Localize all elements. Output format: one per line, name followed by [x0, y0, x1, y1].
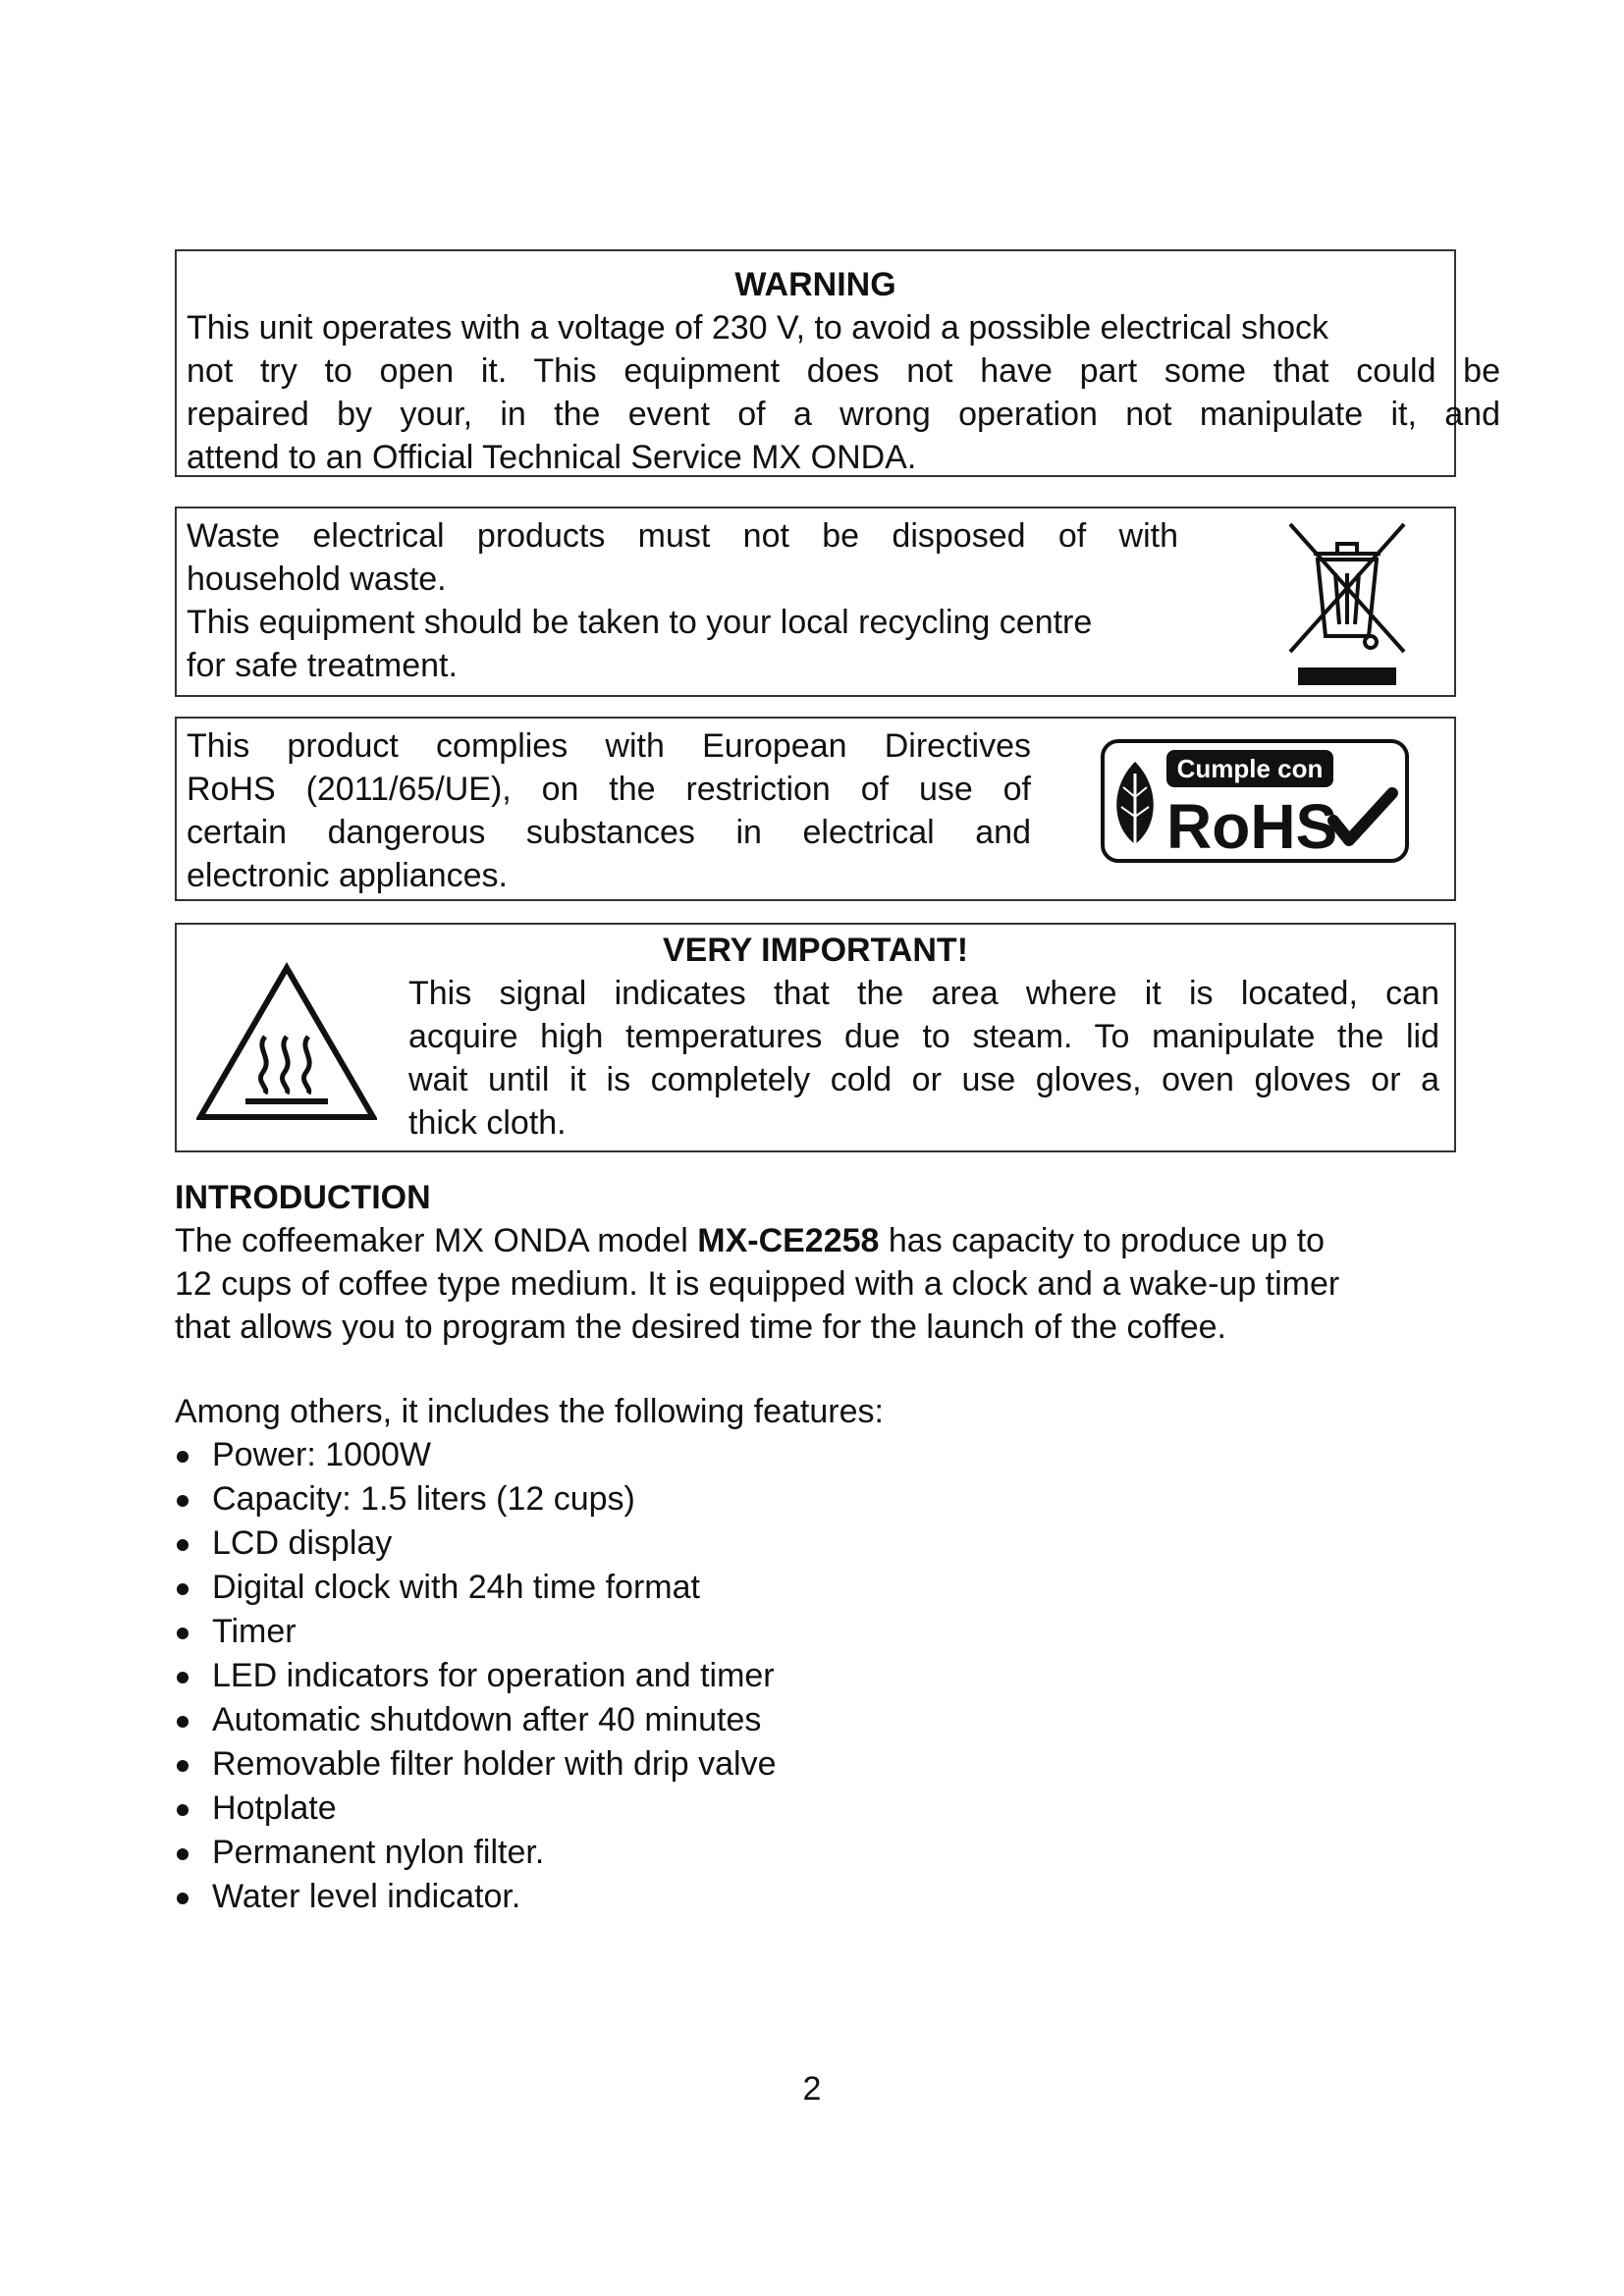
- introduction-tail: has capacity to produce up to: [879, 1222, 1326, 1259]
- rohs-line: This product complies with European Directives: [187, 727, 1031, 765]
- feature-text: Removable filter holder with drip valve: [212, 1745, 777, 1783]
- features-list: [175, 1433, 1471, 1919]
- waste-disposal-box: [175, 507, 1456, 697]
- feature-text: Permanent nylon filter.: [212, 1834, 545, 1871]
- introduction-heading: INTRODUCTION: [175, 1179, 431, 1216]
- introduction-line: 12 cups of coffee type medium. It is equipped with a clock and a wake-up timer: [175, 1265, 1340, 1303]
- crossed-out-wheelie-bin-icon: [1284, 520, 1410, 687]
- feature-text: Timer: [212, 1613, 297, 1650]
- important-line: This signal indicates that the area where it is located, can: [408, 975, 1439, 1012]
- feature-item: [175, 1787, 1471, 1831]
- feature-item: [175, 1831, 1471, 1875]
- waste-line: This equipment should be taken to your local recycling centre: [187, 604, 1093, 641]
- warning-line: This unit operates with a voltage of 230 V, to avoid a possible electrical shock: [187, 309, 1328, 347]
- warning-box: [175, 249, 1500, 477]
- bullet-icon: [177, 1804, 189, 1816]
- feature-text: Digital clock with 24h time format: [212, 1569, 700, 1606]
- bullet-icon: [177, 1451, 189, 1463]
- feature-text: Power: 1000W: [212, 1436, 431, 1473]
- warning-line: not try to open it. This equipment does not have part some that could be: [187, 352, 1500, 390]
- bullet-icon: [177, 1672, 189, 1683]
- feature-text: LED indicators for operation and timer: [212, 1657, 775, 1694]
- introduction-line: [175, 1219, 1456, 1262]
- important-line: thick cloth.: [408, 1104, 567, 1142]
- waste-line: Waste electrical products must not be disposed of with: [187, 517, 1178, 555]
- feature-item: [175, 1698, 1471, 1742]
- rohs-box: [175, 717, 1456, 901]
- important-line: wait until it is completely cold or use gloves, oven gloves or a: [408, 1061, 1439, 1098]
- important-text: [408, 972, 1439, 1145]
- feature-item: [175, 1654, 1471, 1698]
- warning-title: WARNING: [734, 266, 896, 303]
- feature-item: [175, 1566, 1471, 1610]
- rohs-compliance-logo: [1100, 738, 1410, 864]
- waste-text: [187, 514, 1178, 687]
- bullet-icon: [177, 1848, 189, 1860]
- waste-line: for safe treatment.: [187, 647, 458, 684]
- rohs-logo-caption: Cumple con: [1176, 754, 1324, 783]
- rohs-text: [187, 724, 1031, 897]
- feature-text: Automatic shutdown after 40 minutes: [212, 1701, 762, 1738]
- bullet-icon: [177, 1539, 189, 1551]
- feature-item: [175, 1433, 1471, 1477]
- feature-item: [175, 1522, 1471, 1566]
- feature-item: [175, 1610, 1471, 1654]
- important-box: [175, 923, 1456, 1152]
- model-number: MX-CE2258: [697, 1222, 880, 1259]
- introduction-lead: The coffeemaker MX ONDA model: [175, 1222, 698, 1259]
- bullet-icon: [177, 1760, 189, 1772]
- feature-text: Hotplate: [212, 1789, 337, 1827]
- bullet-icon: [177, 1893, 189, 1904]
- bullet-icon: [177, 1716, 189, 1728]
- important-title: VERY IMPORTANT!: [662, 932, 969, 969]
- warning-text: [187, 306, 1500, 479]
- rohs-line: certain dangerous substances in electrical and: [187, 814, 1031, 851]
- introduction-section: [175, 1176, 1471, 1919]
- feature-item: [175, 1477, 1471, 1522]
- introduction-paragraph: [175, 1219, 1456, 1349]
- rohs-logo-word: RoHS: [1166, 791, 1338, 862]
- bullet-icon: [177, 1495, 189, 1507]
- bullet-icon: [177, 1583, 189, 1595]
- bullet-icon: [177, 1628, 189, 1639]
- features-intro: Among others, it includes the following features:: [175, 1393, 884, 1430]
- warning-line: repaired by your, in the event of a wrong operation not manipulate it, and: [187, 396, 1500, 433]
- feature-item: [175, 1742, 1471, 1787]
- waste-line: household waste.: [187, 561, 447, 598]
- rohs-line: electronic appliances.: [187, 857, 508, 894]
- rohs-line: RoHS (2011/65/UE), on the restriction of use of: [187, 771, 1031, 808]
- feature-text: LCD display: [212, 1524, 393, 1562]
- warning-line: attend to an Official Technical Service MX ONDA.: [187, 439, 917, 476]
- feature-text: Water level indicator.: [212, 1878, 521, 1915]
- hot-surface-warning-icon: [196, 962, 377, 1123]
- page-number: 2: [802, 2070, 822, 2108]
- feature-text: Capacity: 1.5 liters (12 cups): [212, 1480, 635, 1518]
- feature-item: [175, 1875, 1471, 1919]
- introduction-line: that allows you to program the desired time for the launch of the coffee.: [175, 1308, 1226, 1346]
- important-line: acquire high temperatures due to steam. To manipulate the lid: [408, 1018, 1439, 1055]
